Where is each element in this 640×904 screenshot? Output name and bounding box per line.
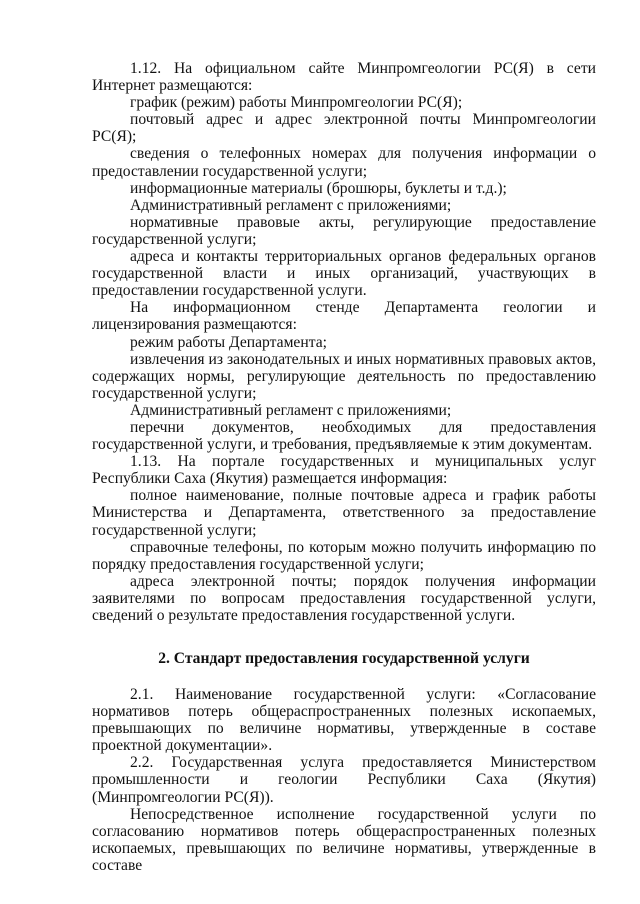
list-item-schedule: график (режим) работы Минпромгеологии РС(Я); (130, 94, 463, 112)
list-item-legal-acts: нормативные правовые акты, регулирующие предоставление государственной услуги; (92, 213, 596, 248)
list-item-phone-info: сведения о телефонных номерах для получения информации о предоставлении государственной услуги; (92, 145, 596, 180)
list-item-document-lists: перечни документов, необходимых для предоставления государственной услуги, и требования, предъявляемые к этим документам. (92, 418, 596, 454)
paragraph-1-13: 1.13. На портале государственных и муниципальных услуг Республики Саха (Якутия) размещается информация: (92, 453, 596, 488)
paragraph-2-2: 2.2. Государственная услуга предоставляется Министерством промышленности и геологии Республики Саха (Якутия) (Минпромгеологии РС(Я)). (92, 754, 596, 806)
section-2-body (92, 686, 596, 874)
section-1-body (92, 60, 596, 624)
list-item-info-materials: информационные материалы (брошюры, буклеты и т.д.); (130, 179, 507, 197)
list-item-law-extracts: извлечения из законодательных и иных нормативных правовых актов, содержащих нормы, регулирующие деятельность по предоставлению государственной услуги; (92, 350, 596, 402)
paragraph-direct-execution: Непосредственное исполнение государственной услуги по согласованию нормативов потерь общераспространенных полезных ископаемых, превышающих по величине нормативы, утвержденные в составе (92, 805, 596, 874)
list-item-department-hours: режим работы Департамента; (130, 333, 327, 351)
list-item-reference-phones: справочные телефоны, по которым можно получить информацию по порядку предоставления государственной услуги; (92, 538, 596, 573)
list-item-email-addresses: адреса электронной почты; порядок получения информации заявителями по вопросам предоставления государственной услуги, сведений о результате предоставления государственной услуги. (92, 572, 596, 624)
list-item-postal-address: почтовый адрес и адрес электронной почты Минпромгеологии РС(Я); (92, 111, 596, 146)
list-item-admin-regulation: Административный регламент с приложениями; (130, 196, 452, 214)
section-2-heading: 2. Стандарт предоставления государственной услуги (158, 650, 530, 667)
paragraph-1-12: 1.12. На официальном сайте Минпромгеологии РС(Я) в сети Интернет размещаются: (92, 60, 596, 95)
paragraph-info-stand: На информационном стенде Департамента геологии и лицензирования размещаются: (92, 299, 596, 334)
list-item-full-name: полное наименование, полные почтовые адреса и график работы Министерства и Департамента, ответственного за предоставление государственной услуги; (92, 487, 596, 539)
list-item-contacts: адреса и контакты территориальных органов федеральных органов государственной власти и иных организаций, участвующих в предоставлении государственной услуги. (92, 248, 596, 300)
paragraph-2-1: 2.1. Наименование государственной услуги: «Согласование нормативов потерь общераспространенных полезных ископаемых, превышающих по величине нормативы, утвержденные в составе проектной документации». (92, 686, 596, 755)
list-item-admin-regulation-2: Административный регламент с приложениями; (130, 401, 452, 419)
